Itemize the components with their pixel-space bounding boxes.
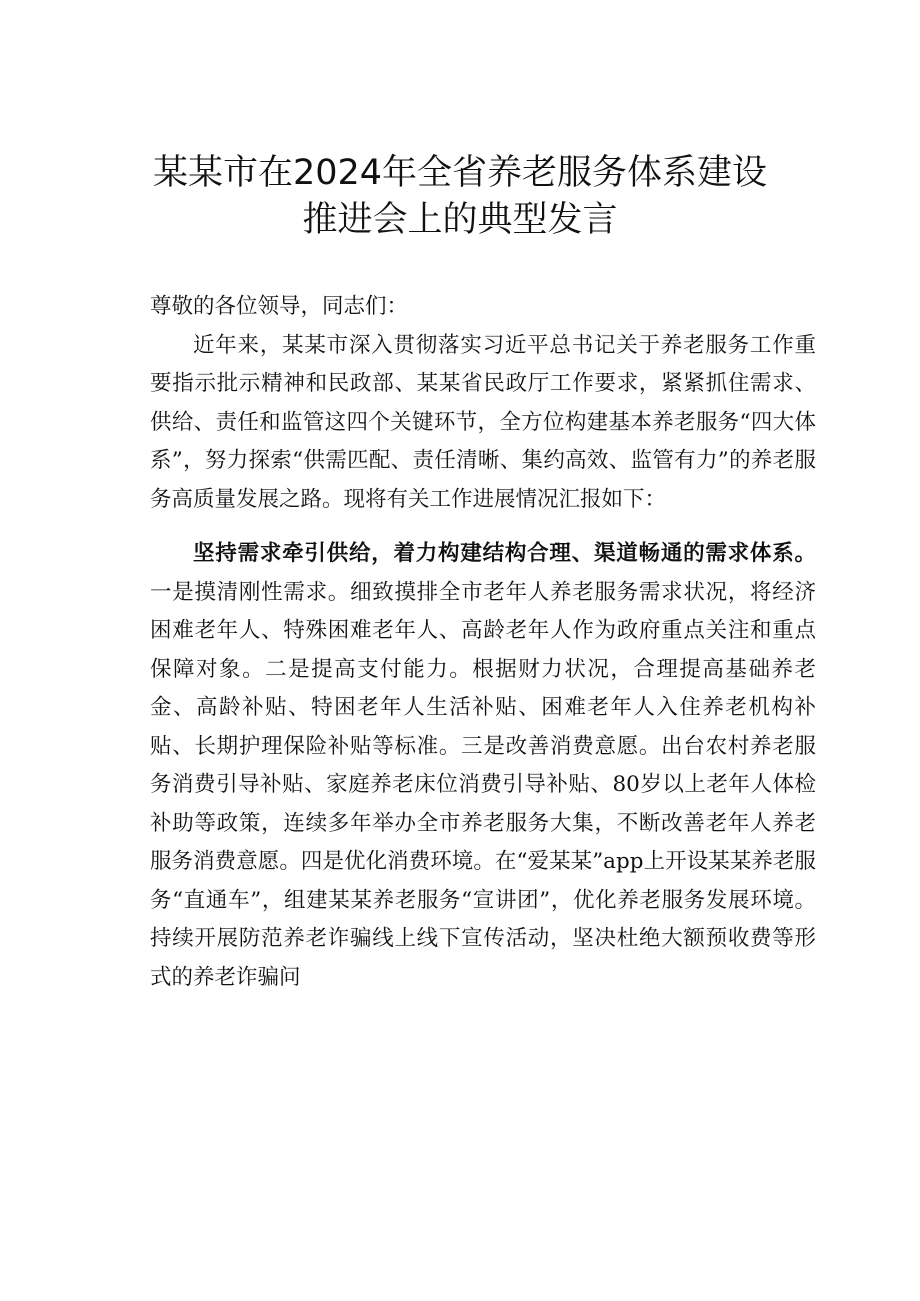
title-line-1: 某某市在2024年全省养老服务体系建设 — [152, 153, 768, 193]
title-line-2: 推进会上的典型发言 — [302, 200, 618, 240]
paragraph-demand-system — [150, 535, 816, 997]
document-title — [100, 150, 820, 244]
paragraph-intro: 近年来，某某市深入贯彻落实习近平总书记关于养老服务工作重要指示批示精神和民政部、某某省民政厅工作要求，紧紧抓住需求、供给、责任和监管这四个关键环节，全方位构建基本养老服务“四大体系”，努力探索“供需匹配、责任清晰、集约高效、监管有力”的养老服务高质量发展之路。现将有关工作进展情况汇报如下： — [150, 332, 816, 512]
salutation: 尊敬的各位领导，同志们： — [150, 294, 409, 319]
document-body — [150, 288, 816, 997]
paragraph-lead-heading: 坚持需求牵引供给，着力构建结构合理、渠道畅通的需求体系。 — [193, 541, 816, 566]
paragraph-body-text: 一是摸清刚性需求。细致摸排全市老年人养老服务需求状况，将经济困难老年人、特殊困难老年人、高龄老年人作为政府重点关注和重点保障对象。二是提高支付能力。根据财力状况，合理提高基础养老金、高龄补贴、特困老年人生活补贴、困难老年人入住养老机构补贴、长期护理保险补贴等标准。三是改善消费意愿。出台农村养老服务消费引导补贴、家庭养老床位消费引导补贴、80岁以上老年人体检补助等政策，连续多年举办全市养老服务大集，不断改善老年人养老服务消费意愿。四是优化消费环境。在“爱某某”app上开设某某养老服务“直通车”，组建某某养老服务“宣讲团”，优化养老服务发展环境。持续开展防范养老诈骗线上线下宣传活动，坚决杜绝大额预收费等形式的养老诈骗问 — [150, 579, 816, 990]
